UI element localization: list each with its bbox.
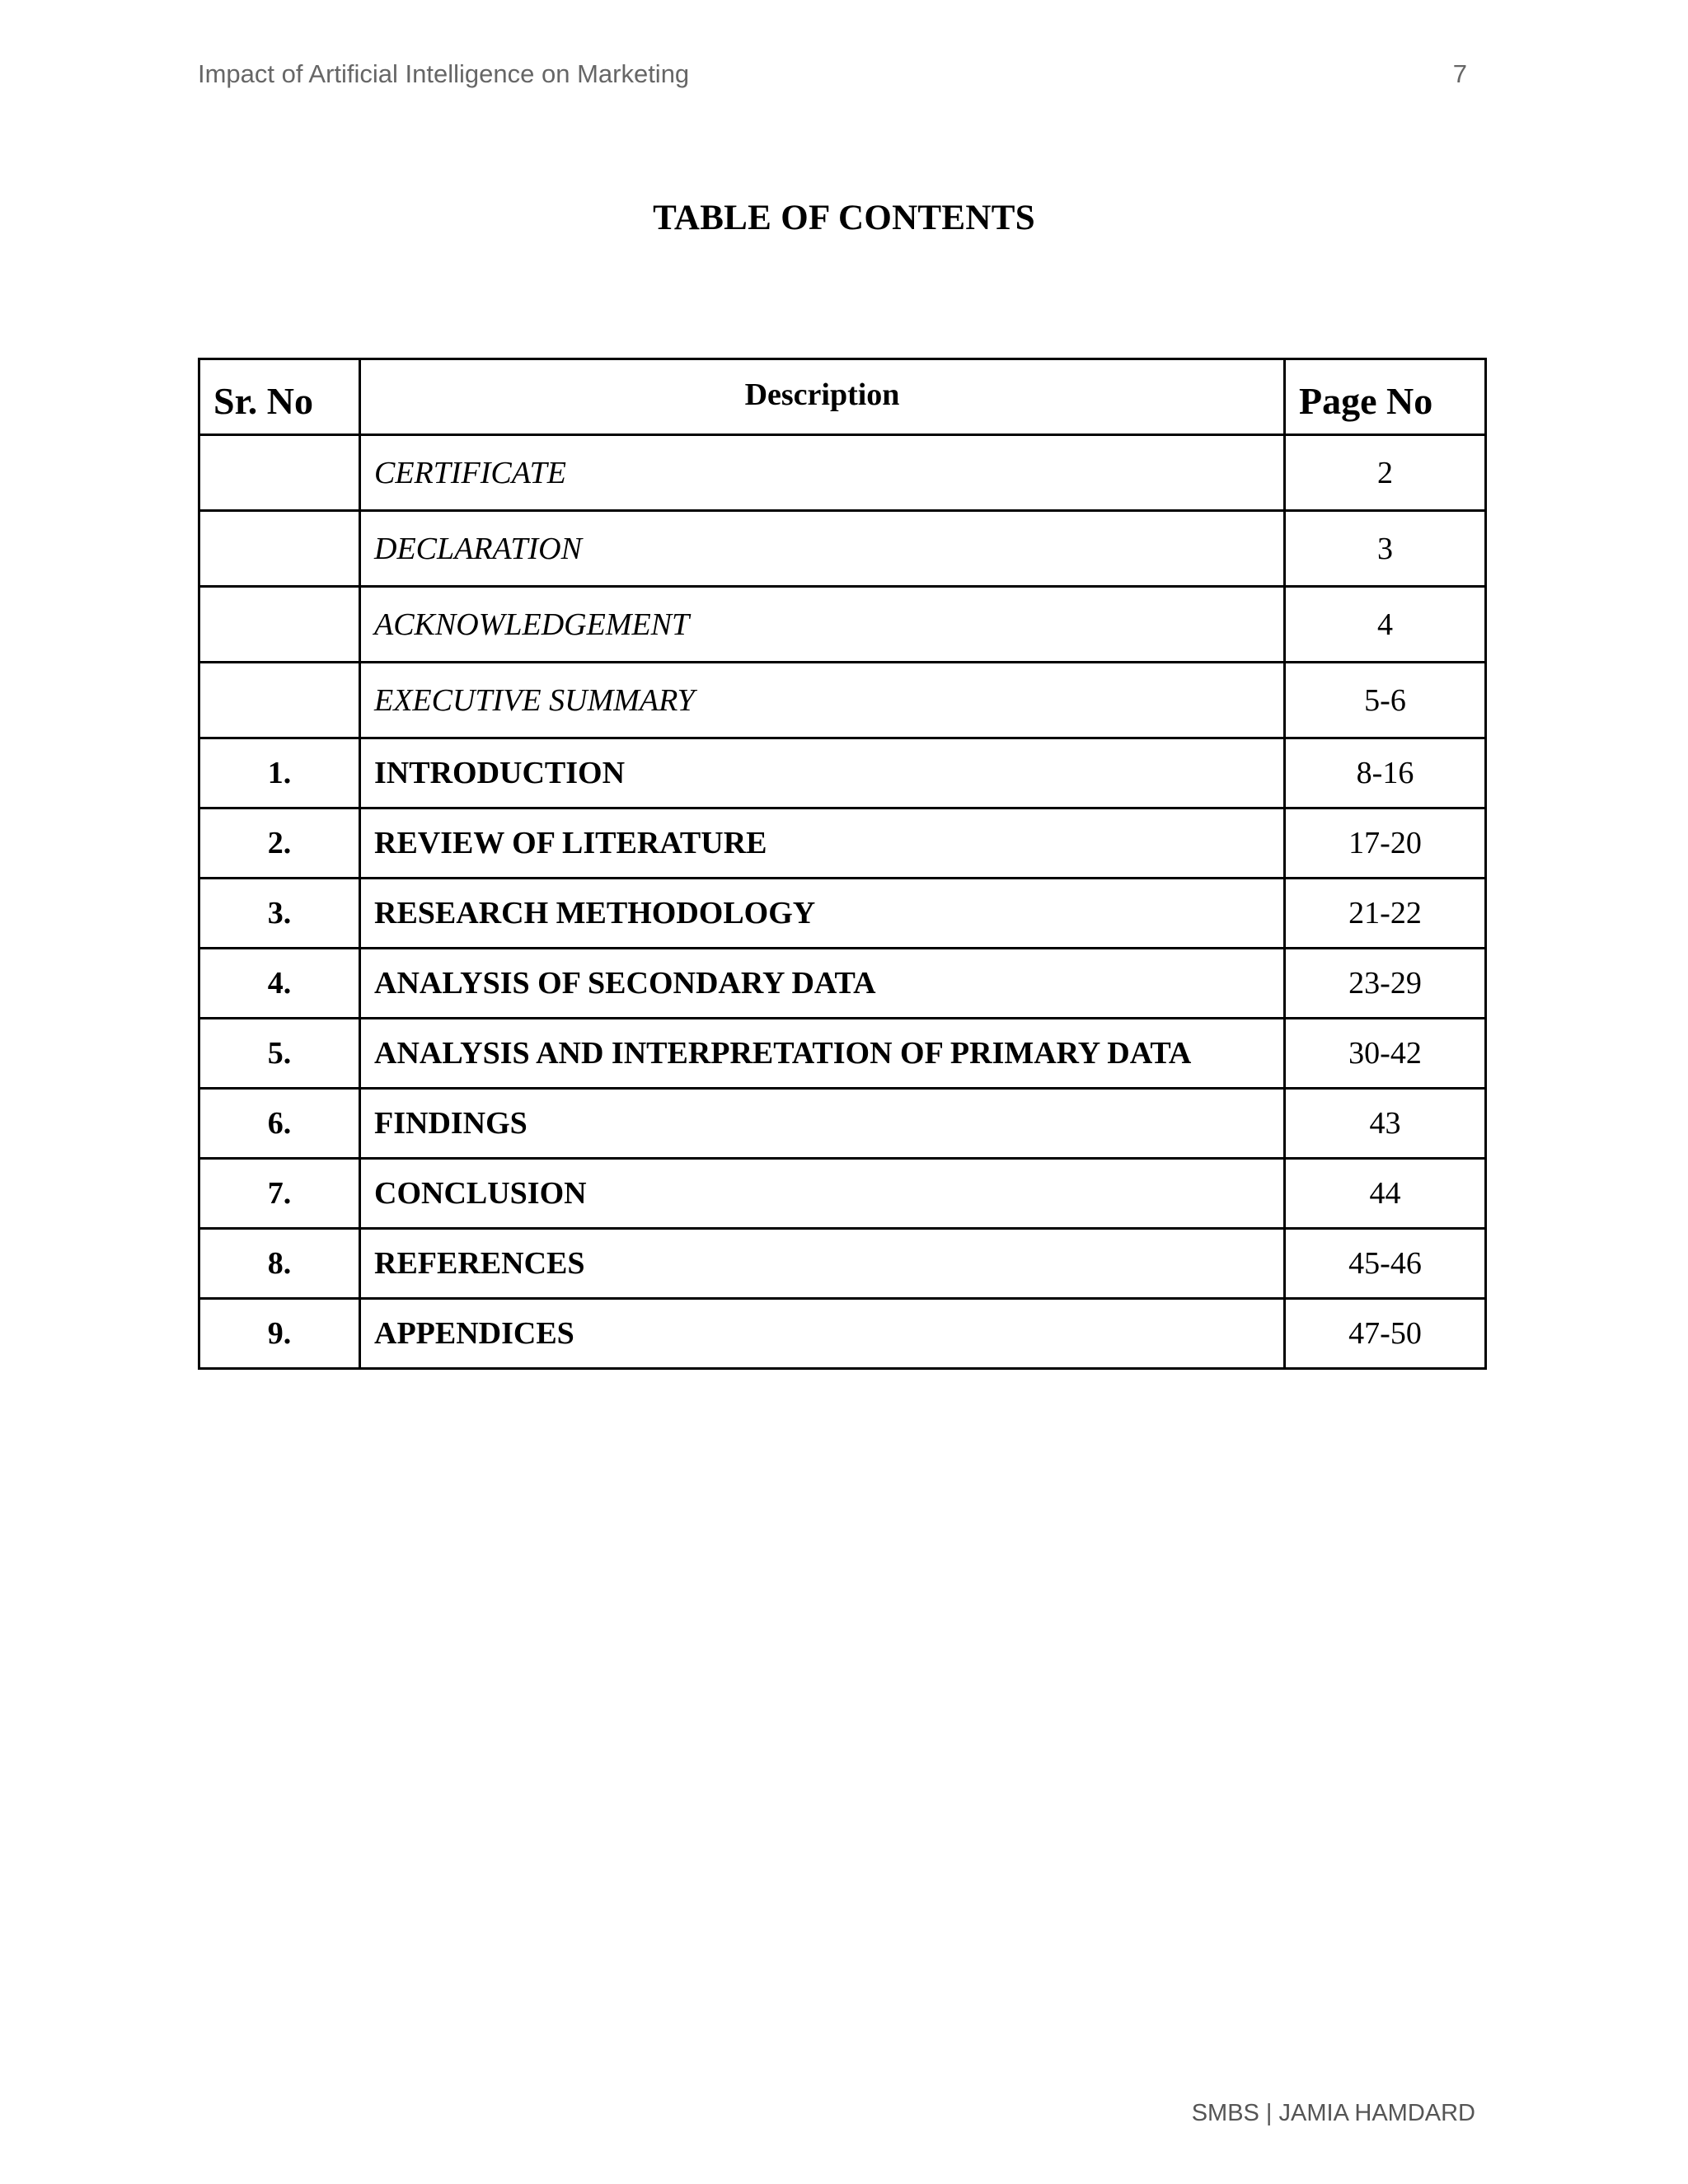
toc-heading: TABLE OF CONTENTS xyxy=(653,199,1035,237)
toc-page-cell: 30-42 xyxy=(1285,1019,1486,1089)
toc-sr-cell xyxy=(199,587,360,663)
toc-row-chapter xyxy=(199,1159,1486,1229)
toc-row-chapter xyxy=(199,1229,1486,1299)
toc-row-chapter xyxy=(199,1089,1486,1159)
page-footer: SMBS | JAMIA HAMDARD xyxy=(1191,2100,1475,2126)
toc-description-cell: ANALYSIS AND INTERPRETATION OF PRIMARY DATA xyxy=(360,1019,1285,1089)
column-header-description: Description xyxy=(360,359,1285,435)
toc-description-cell: ACKNOWLEDGEMENT xyxy=(360,587,1285,663)
toc-page-cell: 3 xyxy=(1285,511,1486,587)
toc-row-front-matter xyxy=(199,587,1486,663)
toc-table xyxy=(198,358,1487,1370)
toc-row-chapter xyxy=(199,738,1486,808)
toc-sr-cell: 9. xyxy=(199,1299,360,1369)
toc-row-chapter xyxy=(199,1299,1486,1369)
toc-sr-cell: 7. xyxy=(199,1159,360,1229)
header-page-number: 7 xyxy=(1452,59,1467,88)
toc-page-cell: 43 xyxy=(1285,1089,1486,1159)
toc-page-cell: 8-16 xyxy=(1285,738,1486,808)
toc-sr-cell: 2. xyxy=(199,808,360,879)
toc-row-chapter xyxy=(199,879,1486,949)
toc-description-cell: INTRODUCTION xyxy=(360,738,1285,808)
column-header-page-no: Page No xyxy=(1285,359,1486,435)
toc-description-cell: FINDINGS xyxy=(360,1089,1285,1159)
toc-sr-cell: 6. xyxy=(199,1089,360,1159)
toc-row-chapter xyxy=(199,1019,1486,1089)
toc-page-cell: 47-50 xyxy=(1285,1299,1486,1369)
toc-description-cell: ANALYSIS OF SECONDARY DATA xyxy=(360,949,1285,1019)
toc-row-chapter xyxy=(199,808,1486,879)
toc-sr-cell xyxy=(199,435,360,511)
toc-sr-cell: 8. xyxy=(199,1229,360,1299)
toc-sr-cell: 5. xyxy=(199,1019,360,1089)
toc-sr-cell: 1. xyxy=(199,738,360,808)
toc-page-cell: 23-29 xyxy=(1285,949,1486,1019)
toc-page-cell: 2 xyxy=(1285,435,1486,511)
toc-sr-cell: 4. xyxy=(199,949,360,1019)
toc-description-cell: REFERENCES xyxy=(360,1229,1285,1299)
toc-page-cell: 17-20 xyxy=(1285,808,1486,879)
toc-page-cell: 21-22 xyxy=(1285,879,1486,949)
toc-sr-cell: 3. xyxy=(199,879,360,949)
toc-description-cell: DECLARATION xyxy=(360,511,1285,587)
toc-description-cell: APPENDICES xyxy=(360,1299,1285,1369)
toc-description-cell: RESEARCH METHODOLOGY xyxy=(360,879,1285,949)
toc-row-front-matter xyxy=(199,511,1486,587)
toc-page-cell: 44 xyxy=(1285,1159,1486,1229)
toc-description-cell: CONCLUSION xyxy=(360,1159,1285,1229)
header-document-title: Impact of Artificial Intelligence on Marketing xyxy=(198,59,690,88)
toc-sr-cell xyxy=(199,663,360,738)
toc-page-cell: 4 xyxy=(1285,587,1486,663)
toc-header-row xyxy=(199,359,1486,435)
column-header-sr-no: Sr. No xyxy=(199,359,360,435)
toc-page-cell: 45-46 xyxy=(1285,1229,1486,1299)
toc-row-chapter xyxy=(199,949,1486,1019)
toc-sr-cell xyxy=(199,511,360,587)
toc-page-cell: 5-6 xyxy=(1285,663,1486,738)
toc-row-front-matter xyxy=(199,663,1486,738)
toc-description-cell: REVIEW OF LITERATURE xyxy=(360,808,1285,879)
toc-description-cell: EXECUTIVE SUMMARY xyxy=(360,663,1285,738)
toc-row-front-matter xyxy=(199,435,1486,511)
toc-description-cell: CERTIFICATE xyxy=(360,435,1285,511)
